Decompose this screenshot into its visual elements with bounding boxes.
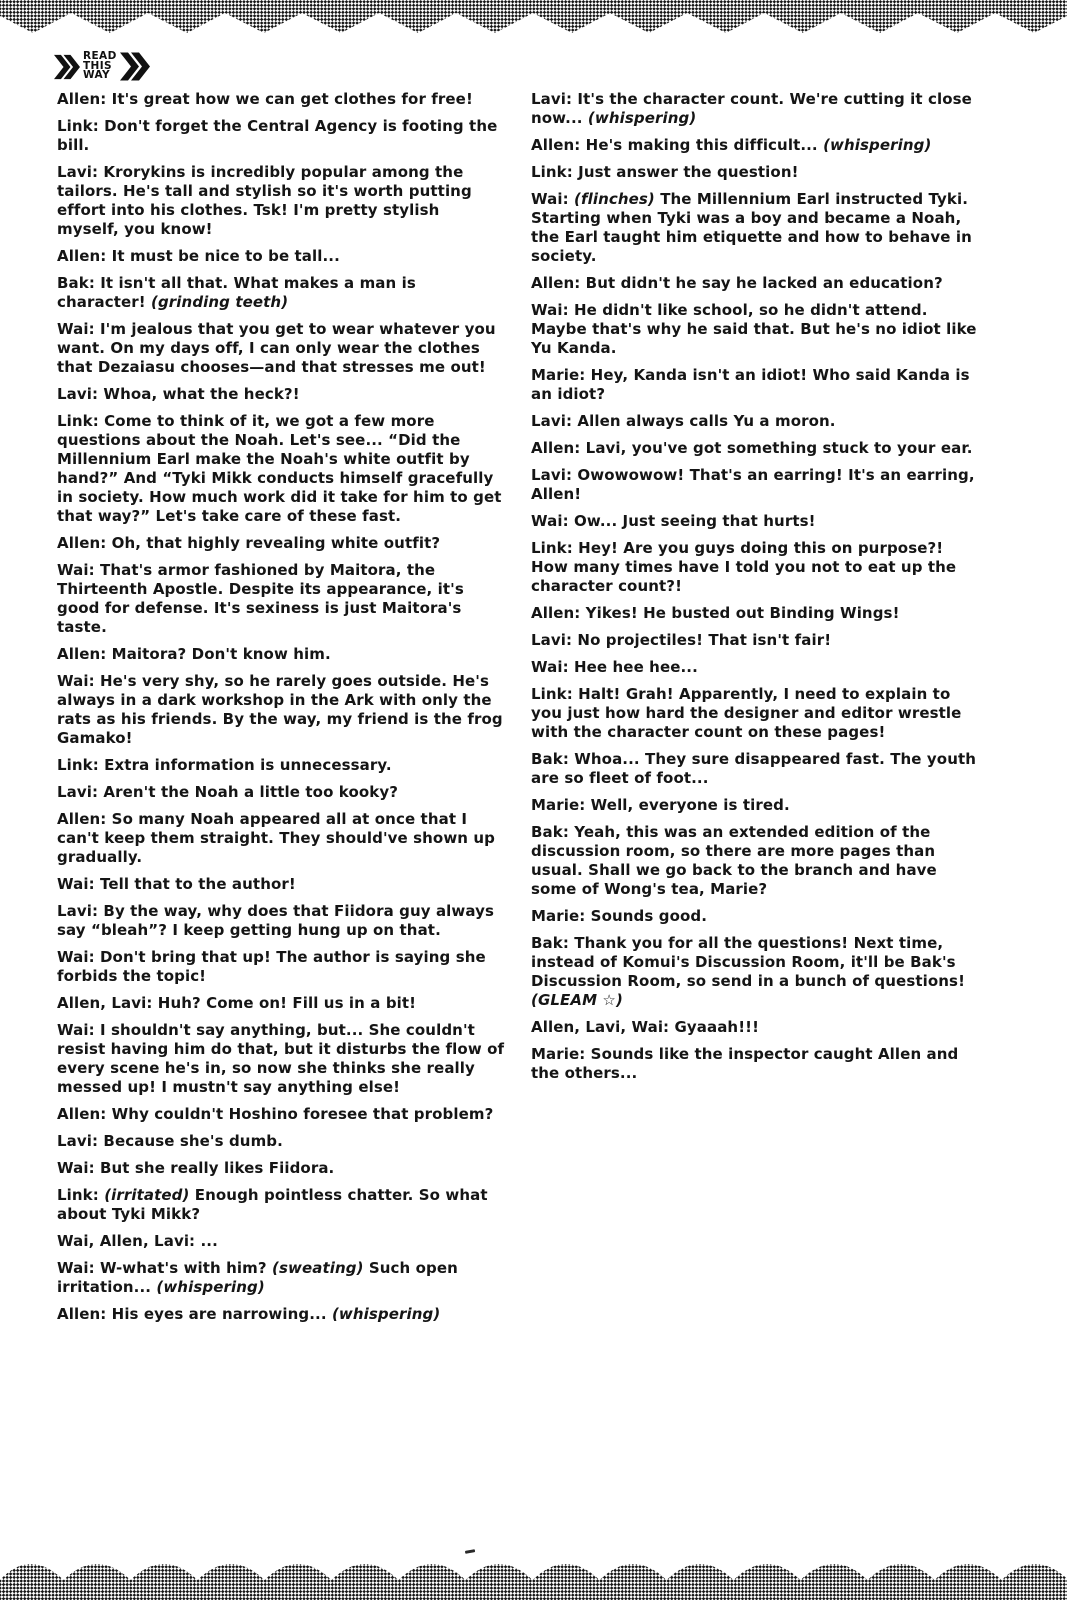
- read-this-way-marker: [54, 50, 150, 83]
- dialog-text: Lavi: Allen always calls Yu a moron.: [531, 412, 836, 430]
- stage-direction: (grinding teeth): [151, 293, 289, 311]
- dialog-paragraph: [57, 948, 505, 986]
- dialog-paragraph: [57, 412, 505, 526]
- dialog-text: Wai: He didn't like school, so he didn't attend. Maybe that's why he said that. But he's no idiot like Yu Kanda.: [531, 301, 977, 357]
- stage-direction: (whispering): [587, 109, 697, 127]
- dialog-text: Link: Don't forget the Central Agency is footing the bill.: [57, 117, 498, 154]
- dialog-paragraph: [531, 685, 979, 742]
- dialog-text: The Millennium Earl instructed Tyki. Starting when Tyki was a boy and became a Noah, the Earl taught him etiquette and how to behave in society.: [531, 190, 972, 265]
- dialog-paragraph: [57, 534, 505, 553]
- stage-direction: (whispering): [156, 1278, 265, 1296]
- dialog-text: Marie: Well, everyone is tired.: [531, 796, 790, 814]
- dialog-text: Allen: Yikes! He busted out Binding Wings!: [531, 604, 900, 622]
- page-dash-mark: [465, 1549, 475, 1553]
- dialog-paragraph: [57, 385, 505, 404]
- bottom-wave-border: [0, 1558, 1067, 1600]
- dialog-text: Allen, Lavi, Wai: Gyaaah!!!: [531, 1018, 760, 1036]
- dialog-paragraph: [531, 796, 979, 815]
- stage-direction: (flinches): [574, 190, 655, 208]
- dialog-text: Wai: I shouldn't say anything, but... She couldn't resist having him do that, but it disturbs the flow of every scene he's in, so now she thinks she really messed up! I mustn't say anything else!: [57, 1021, 505, 1096]
- dialog-paragraph: [531, 412, 979, 431]
- chevron-right-icon: [120, 50, 150, 83]
- dialog-text: Allen: It must be nice to be tall...: [57, 247, 340, 265]
- dialog-paragraph: [531, 136, 979, 155]
- dialog-text: Link: Hey! Are you guys doing this on purpose?! How many times have I told you not to eat up the character count?!: [531, 539, 957, 595]
- dialog-text: Wai: W-what's with him?: [57, 1259, 273, 1277]
- top-zigzag-border: [0, 0, 1067, 34]
- dialog-paragraph: [531, 604, 979, 623]
- dialog-paragraph: [57, 1021, 505, 1097]
- dialog-paragraph: [531, 658, 979, 677]
- dialog-paragraph: [57, 320, 505, 377]
- dialog-text: Allen: So many Noah appeared all at once that I can't keep them straight. They should've shown up gradually.: [57, 810, 496, 866]
- dialog-text: Link: Halt! Grah! Apparently, I need to explain to you just how hard the designer and editor wrestle with the character count on these pages!: [531, 685, 962, 741]
- dialog-paragraph: [57, 810, 505, 867]
- dialog-text: Link:: [57, 1186, 105, 1204]
- dialog-text: Marie: Sounds like the inspector caught Allen and the others...: [531, 1045, 959, 1082]
- dialog-text: Allen: Why couldn't Hoshino foresee that problem?: [57, 1105, 494, 1123]
- dialog-paragraph: [57, 1132, 505, 1151]
- dialog-paragraph: [57, 994, 505, 1013]
- dialog-text: Wai: Don't bring that up! The author is saying she forbids the topic!: [57, 948, 486, 985]
- dialog-text: Link: Just answer the question!: [531, 163, 799, 181]
- dialog-paragraph: [57, 783, 505, 802]
- stage-direction: (whispering): [331, 1305, 441, 1323]
- dialog-column-right: [531, 90, 979, 1332]
- dialog-paragraph: [531, 366, 979, 404]
- dialog-text: Lavi: Krorykins is incredibly popular among the tailors. He's tall and stylish so it's worth putting effort into his clothes. Tsk! I'm pretty stylish myself, you know!: [57, 163, 472, 238]
- dialog-paragraph: [57, 1232, 505, 1251]
- dialog-text: Allen: He's making this difficult...: [531, 136, 824, 154]
- dialog-paragraph: [57, 1186, 505, 1224]
- dialog-paragraph: [531, 1045, 979, 1083]
- dialog-text: Wai:: [531, 190, 574, 208]
- dialog-text: Allen: It's great how we can get clothes for free!: [57, 90, 473, 108]
- dialog-paragraph: [57, 1159, 505, 1178]
- dialog-paragraph: [57, 163, 505, 239]
- dialog-text: Lavi: Whoa, what the heck?!: [57, 385, 300, 403]
- dialog-text: Allen: But didn't he say he lacked an education?: [531, 274, 943, 292]
- dialog-paragraph: [57, 875, 505, 894]
- stage-direction: (GLEAM ☆): [531, 991, 623, 1009]
- dialog-column-left: [57, 90, 505, 1332]
- dialog-text: Wai: Tell that to the author!: [57, 875, 296, 893]
- dialog-text: Enough pointless chatter. So what about Tyki Mikk?: [57, 1186, 488, 1223]
- dialog-text: Marie: Sounds good.: [531, 907, 708, 925]
- chevron-right-icon: [54, 54, 80, 80]
- dialog-paragraph: [531, 823, 979, 899]
- dialog-text: Wai: Ow... Just seeing that hurts!: [531, 512, 816, 530]
- dialog-text: Lavi: Aren't the Noah a little too kooky?: [57, 783, 399, 801]
- dialog-text: Wai: He's very shy, so he rarely goes outside. He's always in a dark workshop in the Ark with only the rats as his friends. By the way, my friend is the frog Gamako!: [57, 672, 503, 747]
- read-this-way-label: [83, 52, 117, 81]
- dialog-paragraph: [57, 672, 505, 748]
- dialog-text: Such open irritation...: [57, 1259, 458, 1296]
- dialog-text: Wai: That's armor fashioned by Maitora, the Thirteenth Apostle. Despite its appearance, it's good for defense. It's sexiness is just Maitora's taste.: [57, 561, 464, 636]
- dialog-paragraph: [57, 645, 505, 664]
- dialog-paragraph: [531, 274, 979, 293]
- dialog-paragraph: [531, 466, 979, 504]
- dialog-text: Wai: But she really likes Fiidora.: [57, 1159, 335, 1177]
- dialog-text: Bak: Whoa... They sure disappeared fast. The youth are so fleet of foot...: [531, 750, 977, 787]
- dialog-paragraph: [57, 1259, 505, 1297]
- dialog-paragraph: [531, 301, 979, 358]
- dialog-paragraph: [531, 750, 979, 788]
- dialog-paragraph: [57, 902, 505, 940]
- dialog-paragraph: [531, 90, 979, 128]
- dialog-paragraph: [531, 934, 979, 1010]
- dialog-text: Marie: Hey, Kanda isn't an idiot! Who said Kanda is an idiot?: [531, 366, 970, 403]
- dialog-paragraph: [57, 274, 505, 312]
- dialog-columns: [57, 90, 979, 1332]
- stage-direction: (sweating): [272, 1259, 364, 1277]
- dialog-paragraph: [57, 90, 505, 109]
- dialog-paragraph: [57, 1305, 505, 1324]
- dialog-paragraph: [57, 561, 505, 637]
- dialog-text: Allen: Lavi, you've got something stuck to your ear.: [531, 439, 973, 457]
- dialog-text: Wai: I'm jealous that you get to wear whatever you want. On my days off, I can only wear the clothes that Dezaiasu chooses—and that stresses me out!: [57, 320, 496, 376]
- stage-direction: (irritated): [104, 1186, 190, 1204]
- read-this-way-line3: WAY: [83, 69, 111, 82]
- dialog-text: Link: Extra information is unnecessary.: [57, 756, 392, 774]
- dialog-paragraph: [57, 756, 505, 775]
- dialog-text: Allen: His eyes are narrowing...: [57, 1305, 332, 1323]
- stage-direction: (whispering): [823, 136, 932, 154]
- dialog-paragraph: [531, 539, 979, 596]
- dialog-paragraph: [531, 439, 979, 458]
- dialog-text: Bak: Thank you for all the questions! Next time, instead of Komui's Discussion Room, it'll be Bak's Discussion Room, so send in a bunch of questions!: [531, 934, 966, 990]
- dialog-text: Allen: Oh, that highly revealing white outfit?: [57, 534, 441, 552]
- dialog-text: Lavi: By the way, why does that Fiidora guy always say “bleah”? I keep getting hung up on that.: [57, 902, 495, 939]
- dialog-paragraph: [531, 512, 979, 531]
- dialog-text: Wai, Allen, Lavi: ...: [57, 1232, 218, 1250]
- dialog-paragraph: [57, 117, 505, 155]
- dialog-paragraph: [531, 631, 979, 650]
- dialog-paragraph: [531, 163, 979, 182]
- dialog-text: Allen: Maitora? Don't know him.: [57, 645, 331, 663]
- dialog-text: Wai: Hee hee hee...: [531, 658, 698, 676]
- read-this-way-line1: READ: [83, 50, 117, 63]
- read-this-way-line2: THIS: [83, 59, 113, 72]
- dialog-paragraph: [57, 247, 505, 266]
- dialog-text: Lavi: No projectiles! That isn't fair!: [531, 631, 832, 649]
- dialog-text: Allen, Lavi: Huh? Come on! Fill us in a bit!: [57, 994, 417, 1012]
- dialog-paragraph: [531, 190, 979, 266]
- dialog-text: Lavi: It's the character count. We're cutting it close now...: [531, 90, 972, 127]
- dialog-paragraph: [57, 1105, 505, 1124]
- dialog-paragraph: [531, 1018, 979, 1037]
- dialog-text: Lavi: Because she's dumb.: [57, 1132, 283, 1150]
- dialog-text: Bak: It isn't all that. What makes a man is character!: [57, 274, 416, 311]
- dialog-text: Link: Come to think of it, we got a few more questions about the Noah. Let's see... “Did the Millennium Earl make the Noah's white outfit by hand?” And “Tyki Mikk conducts himself gracefully in society. How much work did it take for him to get that way?” Let's take care of these fast.: [57, 412, 502, 525]
- dialog-text: Lavi: Owowowow! That's an earring! It's an earring, Allen!: [531, 466, 975, 503]
- dialog-text: Bak: Yeah, this was an extended edition of the discussion room, so there are more pages than usual. Shall we go back to the branch and have some of Wong's tea, Marie?: [531, 823, 937, 898]
- dialog-paragraph: [531, 907, 979, 926]
